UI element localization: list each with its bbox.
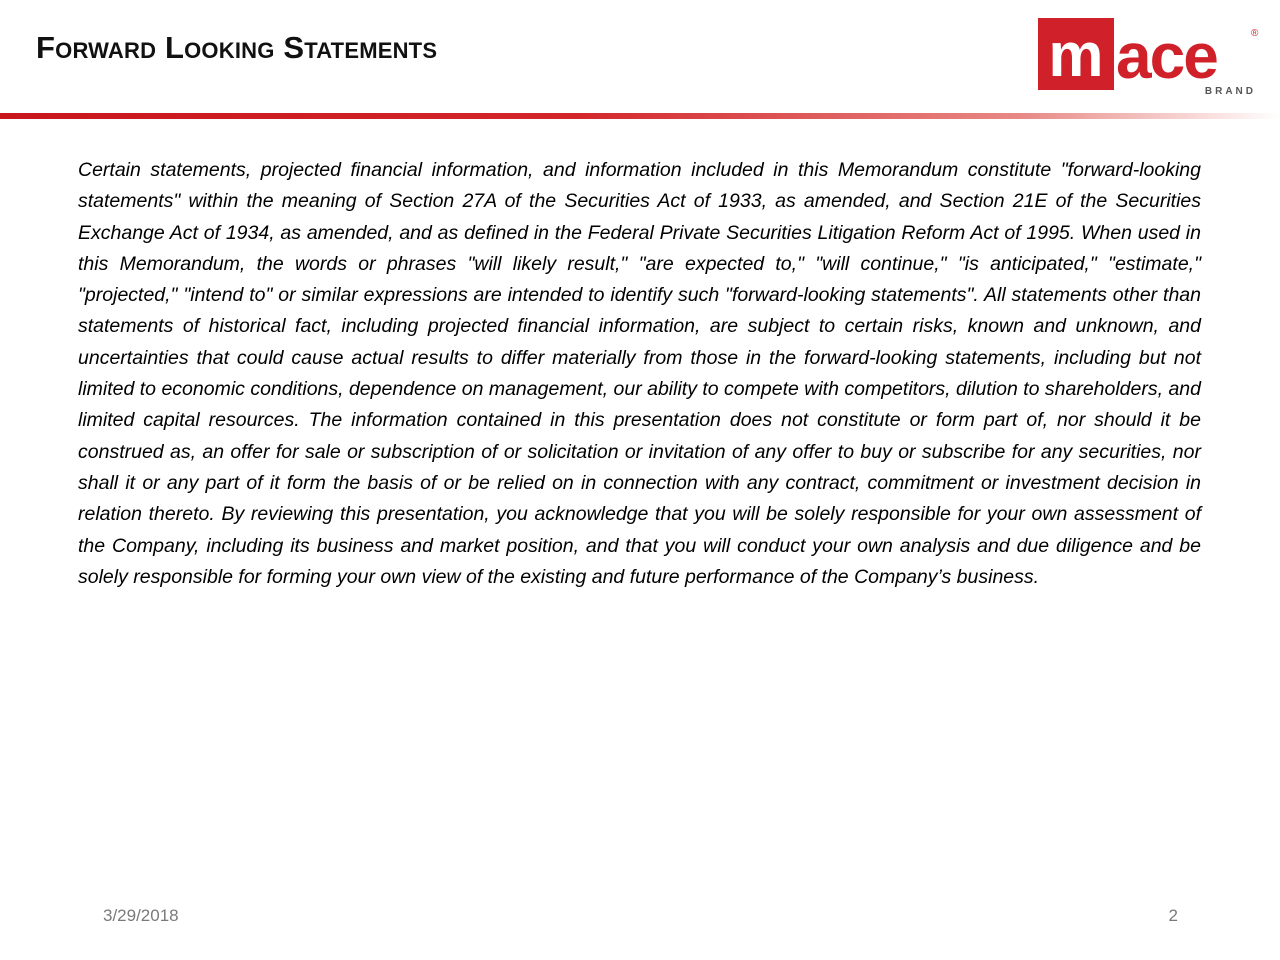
- logo-ace-letters: ace: [1116, 20, 1217, 92]
- slide-date: 3/29/2018: [103, 906, 179, 925]
- logo-brand-subtext: BRAND: [1204, 86, 1256, 97]
- slide-page-number: 2: [1168, 906, 1178, 925]
- logo-registered-mark: ®: [1251, 28, 1259, 39]
- logo-m-letter: m: [1048, 21, 1104, 90]
- title-divider-rule: [0, 113, 1280, 119]
- mace-brand-logo: [1034, 14, 1264, 98]
- forward-looking-disclaimer-text: Certain statements, projected financial information, and information included in this Memorandum constitute "forward-looking statements" within the meaning of Section 27A of the Securities Act of 1933, as amended, and Section 21E of the Securities Exchange Act of 1934, as amended, and as defined in the Federal Private Securities Litigation Reform Act of 1995. When used in this Memorandum, the words or phrases "will likely result," "are expected to," "will continue," "is anticipated," "estimate," "projected," "intend to" or similar expressions are intended to identify such "forward-looking statements". All statements other than statements of historical fact, including projected financial information, are subject to certain risks, known and unknown, and uncertainties that could cause actual results to differ materially from those in the forward-looking statements, including but not limited to economic conditions, dependence on management, our ability to compete with competitors, dilution to shareholders, and limited capital resources. The information contained in this presentation does not constitute or form part of, nor should it be construed as, an offer for sale or subscription of or solicitation or invitation of any offer to buy or subscribe for any securities, nor shall it or any part of it form the basis of or be relied on in connection with any contract, commitment or investment decision in relation thereto. By reviewing this presentation, you acknowledge that you will be solely responsible for your own assessment of the Company, including its business and market position, and that you will conduct your own analysis and due diligence and be solely responsible for forming your own view of the existing and future performance of the Company’s business.: [78, 159, 1201, 588]
- slide-title: Forward Looking Statements: [36, 30, 438, 65]
